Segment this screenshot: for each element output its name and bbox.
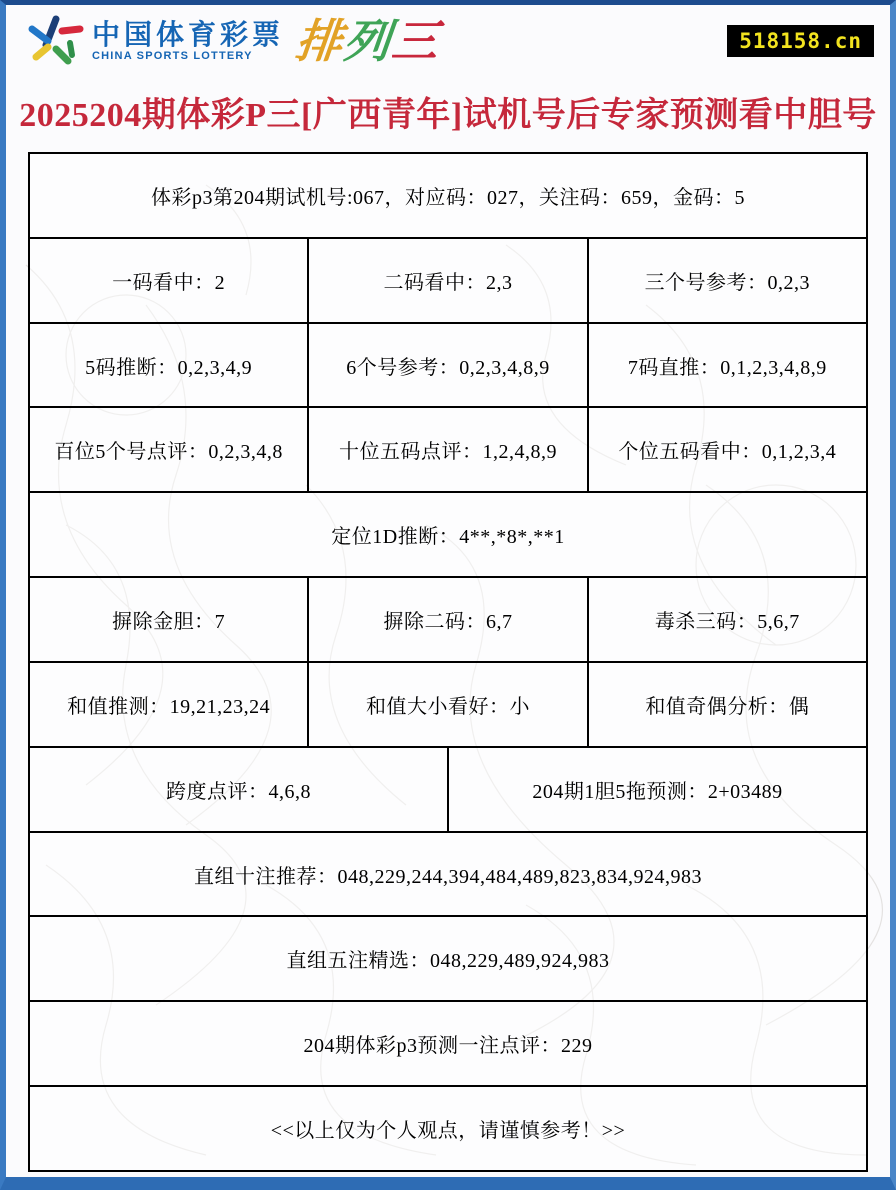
cell-tens-position: 十位五码点评：1,2,4,8,9 [309, 408, 588, 491]
cell-sum-parity: 和值奇偶分析：偶 [645, 695, 810, 718]
cell-kill-three: 毒杀三码：5,6,7 [654, 611, 800, 634]
table-row-ten-picks [30, 833, 866, 918]
cell-span-values: 跨度点评：4,6,8 [30, 748, 449, 831]
china-sports-lottery-logo [26, 15, 443, 67]
table-row-testnumber [30, 154, 866, 239]
cell-three-codes: 三个号参考：0,2,3 [644, 271, 811, 294]
cell-one-code: 一码看中：2 [30, 239, 309, 322]
cell-five-codes: 5码推断：0,2,3,4,9 [30, 324, 309, 407]
cell-1d-prediction: 定位1D推断：4**,*8*,**1 [331, 526, 565, 549]
cell-exclude-gold: 摒除金胆：7 [30, 578, 309, 661]
table-row-five-picks [30, 917, 866, 1002]
game-name-pailie3 [293, 15, 443, 67]
brand-name-english: CHINA SPORTS LOTTERY [92, 49, 253, 62]
cell-sum-size: 和值大小看好：小 [309, 663, 588, 746]
game-char-2: 列 [341, 15, 395, 67]
cell-units-position: 个位五码看中：0,1,2,3,4 [618, 441, 837, 464]
page-header [6, 5, 890, 77]
cell-single-pick: 204期体彩p3预测一注点评：229 [303, 1035, 593, 1058]
cell-six-codes: 6个号参考：0,2,3,4,8,9 [309, 324, 588, 407]
brand-name-chinese: 中国体育彩票 [92, 18, 285, 50]
prediction-table [28, 152, 868, 1172]
lottery-sticks-icon [26, 15, 84, 67]
cell-ten-picks: 直组十注推荐：048,229,244,394,484,489,823,834,924,983 [194, 865, 702, 888]
cell-sum-values: 和值推测：19,21,23,24 [30, 663, 309, 746]
table-row-code-groups [30, 324, 866, 409]
page-title: 2025204期体彩P三[广西青年]试机号后专家预测看中胆号 [19, 97, 877, 134]
cell-exclude-two: 摒除二码：6,7 [309, 578, 588, 661]
cell-disclaimer: <<以上仅为个人观点，请谨慎参考！>> [270, 1120, 626, 1143]
brand-text [92, 20, 284, 63]
table-row-span-dantuo [30, 748, 866, 833]
cell-test-number: 体彩p3第204期试机号:067，对应码：027，关注码：659，金码：5 [150, 186, 746, 209]
game-char-1: 排 [293, 15, 347, 67]
cell-hundreds-position: 百位5个号点评：0,2,3,4,8 [30, 408, 309, 491]
table-row-sum-analysis [30, 663, 866, 748]
site-watermark-badge: 518158.cn [727, 25, 874, 57]
cell-dan-tuo-prediction: 204期1胆5拖预测：2+03489 [532, 780, 783, 803]
table-row-1d-position [30, 493, 866, 578]
table-row-danma [30, 239, 866, 324]
cell-seven-codes: 7码直推：0,1,2,3,4,8,9 [627, 356, 827, 379]
cell-two-codes: 二码看中：2,3 [309, 239, 588, 322]
cell-five-picks: 直组五注精选：048,229,489,924,983 [286, 950, 610, 973]
table-row-disclaimer [30, 1087, 866, 1170]
table-row-exclusions [30, 578, 866, 663]
table-row-single-pick [30, 1002, 866, 1087]
table-row-positions [30, 408, 866, 493]
game-char-3: 三 [389, 15, 443, 67]
